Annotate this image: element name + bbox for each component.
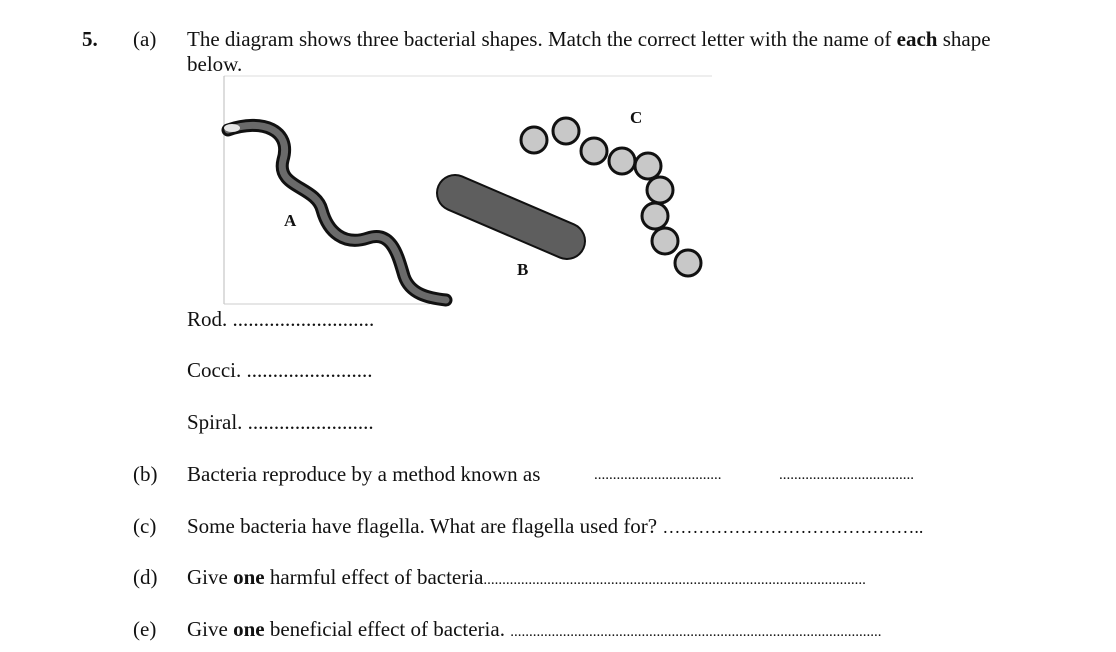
part-d-bold: one (233, 565, 265, 589)
spiral-outline (228, 125, 446, 300)
coccus-9 (675, 250, 701, 276)
coccus-7 (642, 203, 668, 229)
match-label-spiral: Spiral. (187, 410, 243, 434)
match-item-spiral (187, 410, 374, 435)
coccus-6 (647, 177, 673, 203)
part-c-question (187, 514, 923, 539)
part-e-pre: Give (187, 617, 234, 641)
part-e-post: beneficial effect of bacteria. (264, 617, 511, 641)
part-b-answer-line-1[interactable]: .................................. (594, 467, 722, 483)
question-number: 5. (82, 27, 98, 51)
part-e-label: (e) (133, 617, 157, 641)
part-e-question (187, 617, 881, 642)
answer-line-cocci[interactable]: ........................ (246, 358, 373, 382)
match-item-cocci (187, 358, 372, 383)
part-a-question-line2: below. (187, 52, 243, 76)
part-d-question (187, 565, 866, 590)
spiral-body (228, 125, 446, 300)
part-a-label: (a) (133, 27, 157, 51)
rod-bacterium (455, 193, 567, 241)
part-a-line1-post: shape (937, 27, 991, 51)
part-c-answer-line[interactable]: …………………………………….. (662, 517, 924, 537)
match-item-rod (187, 307, 374, 332)
answer-line-rod[interactable]: ........................... (232, 307, 375, 331)
coccus-8 (652, 228, 678, 254)
coccus-2 (553, 118, 579, 144)
part-d-label: (d) (133, 565, 158, 589)
answer-line-spiral[interactable]: ........................ (247, 410, 374, 434)
part-d-post: harmful effect of bacteria (264, 565, 484, 589)
coccus-5 (635, 153, 661, 179)
part-c-text: Some bacteria have flagella. What are flagella used for? (187, 514, 663, 538)
part-a-line1-bold: each (896, 27, 938, 51)
coccus-1 (521, 127, 547, 153)
coccus-3 (581, 138, 607, 164)
part-b-question: Bacteria reproduce by a method known as (187, 462, 541, 486)
part-b-label: (b) (133, 462, 158, 486)
label-c: C (630, 108, 643, 127)
coccus-4 (609, 148, 635, 174)
part-c-label: (c) (133, 514, 157, 538)
spiral-faint-mark (224, 124, 240, 132)
part-a-line1-pre: The diagram shows three bacterial shapes. Match the correct letter with the name of (187, 27, 897, 51)
label-a: A (284, 211, 297, 230)
part-d-pre: Give (187, 565, 234, 589)
match-label-cocci: Cocci. (187, 358, 242, 382)
part-b-answer-line-2[interactable]: .................................... (779, 467, 914, 483)
spiral-bacterium (224, 124, 446, 300)
part-d-answer-line[interactable]: ...................................................................................................... (483, 572, 866, 588)
rod-body (455, 193, 567, 241)
match-label-rod: Rod. (187, 307, 228, 331)
part-e-answer-line[interactable]: ................................................................................................... (510, 624, 882, 640)
part-e-bold: one (233, 617, 265, 641)
label-b: B (517, 260, 529, 279)
